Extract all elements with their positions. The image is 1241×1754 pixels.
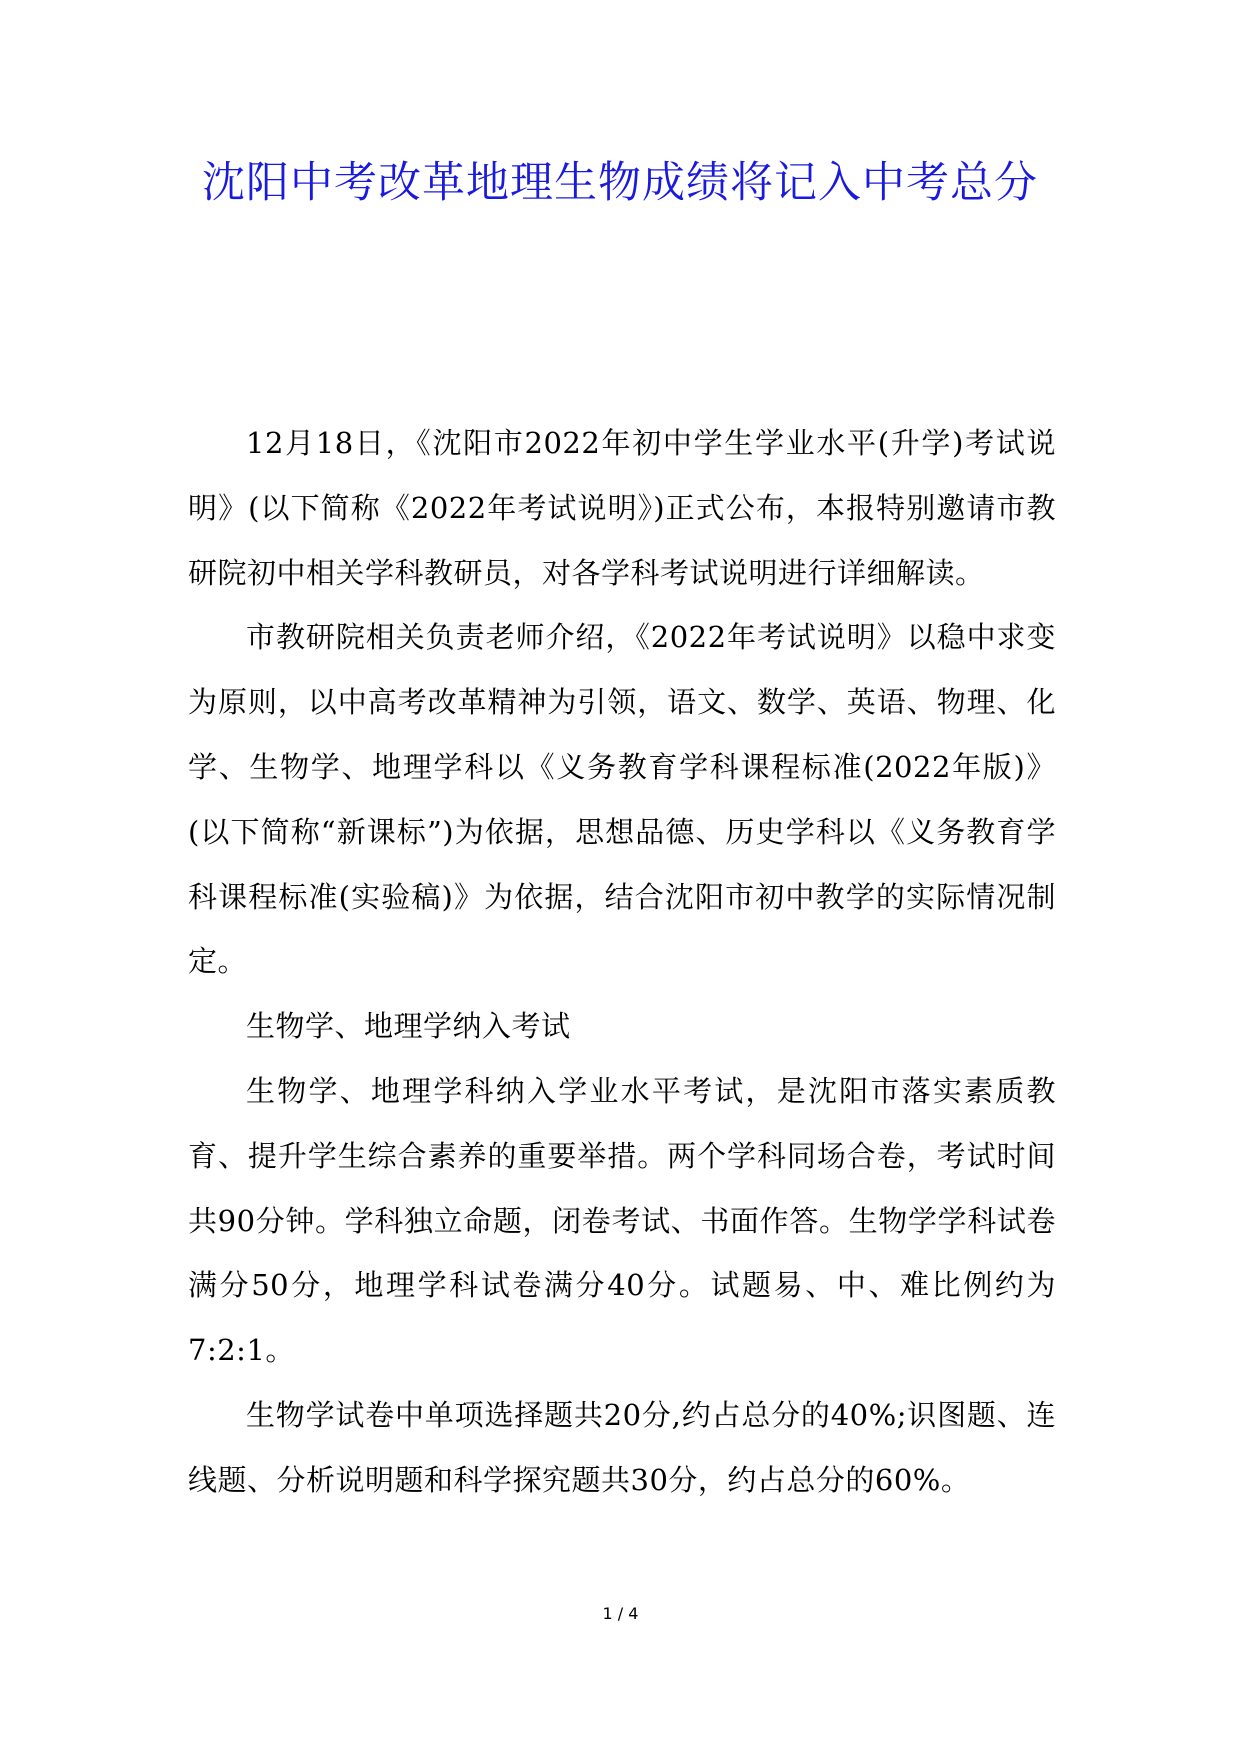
paragraph: 生物学、地理学科纳入学业水平考试，是沈阳市落实素质教育、提升学生综合素养的重要举措。两个学科同场合卷，考试时间共90分钟。学科独立命题，闭卷考试、书面作答。生物学学科试卷满分50分，地理学科试卷满分40分。试题易、中、难比例约为7:2:1。 [188,1073,1056,1368]
paragraph: 市教研院相关负责老师介绍，《2022年考试说明》以稳中求变为原则，以中高考改革精神为引领，语文、数学、英语、物理、化学、生物学、地理学科以《义务教育学科课程标准(2022年版)》(以下简称“新课标”)为依据，思想品德、历史学科以《义务教育学科课程标准(实验稿)》为依据，结合沈阳市初中教学的实际情况制定。 [188,620,1056,979]
paragraph: 12月18日，《沈阳市2022年初中学生学业水平(升学)考试说明》(以下简称《2022年考试说明》)正式公布，本报特别邀请市教研院初中相关学科教研员，对各学科考试说明进行详细解读。 [188,426,1056,590]
document-title: 沈阳中考改革地理生物成绩将记入中考总分 [202,158,1038,208]
paragraph: 生物学试卷中单项选择题共20分,约占总分的40%;识图题、连线题、分析说明题和科学探究题共30分，约占总分的60%。 [188,1397,1056,1497]
document-body [188,411,1056,1513]
section-heading: 生物学、地理学纳入考试 [246,1009,571,1044]
page-number: 1 / 4 [602,1604,639,1623]
